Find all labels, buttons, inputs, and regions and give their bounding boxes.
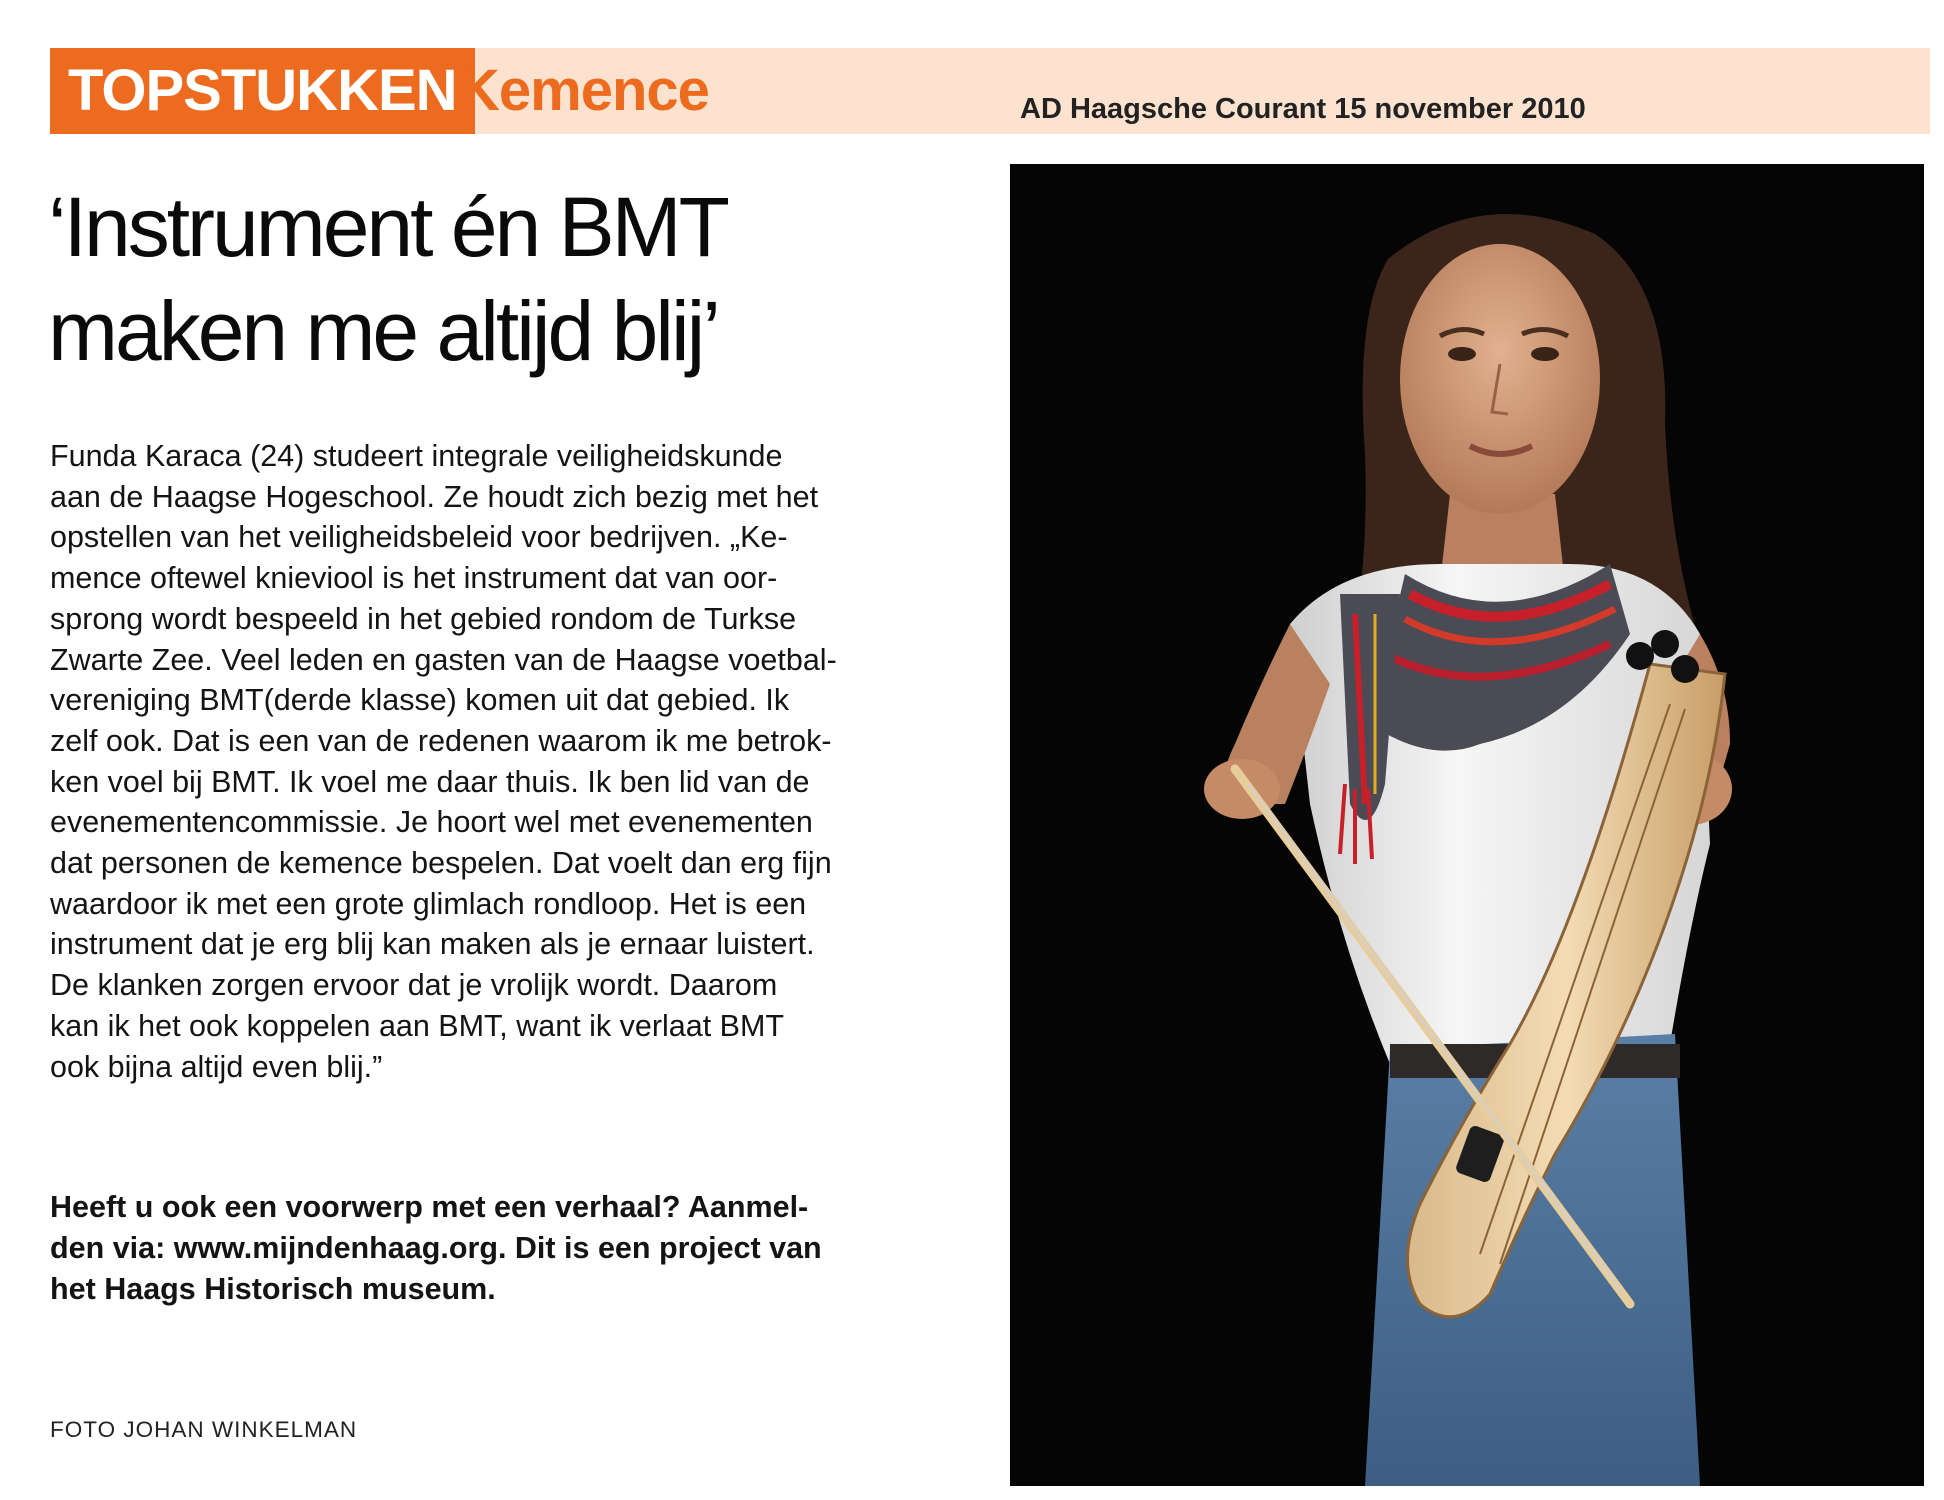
article-body: Funda Karaca (24) studeert integrale veiligheidskunde aan de Haagse Hogeschool. Ze houdt zich bezig met het opstellen van het veiligheidsbeleid voor bedrijven. „Ke- mence oftewel knieviool is het instrument dat van oor- sprong wordt bespeeld in het gebied rondom de Turkse Zwarte Zee. Veel leden en gasten van de Haagse voetbal- vereniging BMT(derde klasse) komen uit dat gebied. Ik zelf ook. Dat is een van de redenen waarom ik me betrok- ken voel bij BMT. Ik voel me daar thuis. Ik ben lid van de evenementencommissie. Je hoort wel met evenementen dat personen de kemence bespelen. Dat voelt dan erg fijn waardoor ik met een grote glimlach rondloop. Het is een instrument dat je erg blij kan maken als je ernaar luistert. De klanken zorgen ervoor dat je vrolijk wordt. Daarom kan ik het ook koppelen aan BMT, want ik verlaat BMT ook bijna altijd even blij.” — [50, 439, 837, 1084]
section-label: TOPSTUKKEN — [50, 48, 475, 134]
portrait-illustration — [1010, 164, 1924, 1486]
publication-source: AD Haagsche Courant 15 november 2010 — [1020, 93, 1586, 125]
photo-credit: FOTO JOHAN WINKELMAN — [50, 1417, 358, 1442]
portrait-photo — [1010, 164, 1924, 1486]
masthead-band — [50, 48, 1930, 134]
call-to-action: Heeft u ook een voorwerp met een verhaal? Aanmel- den via: www.mijndenhaag.org. Dit is een project van het Haags Historisch museum. — [50, 1190, 822, 1306]
section-topic: Kemence — [458, 58, 709, 123]
article-headline: ‘Instrument én BMT maken me altijd blij’ — [48, 180, 727, 378]
